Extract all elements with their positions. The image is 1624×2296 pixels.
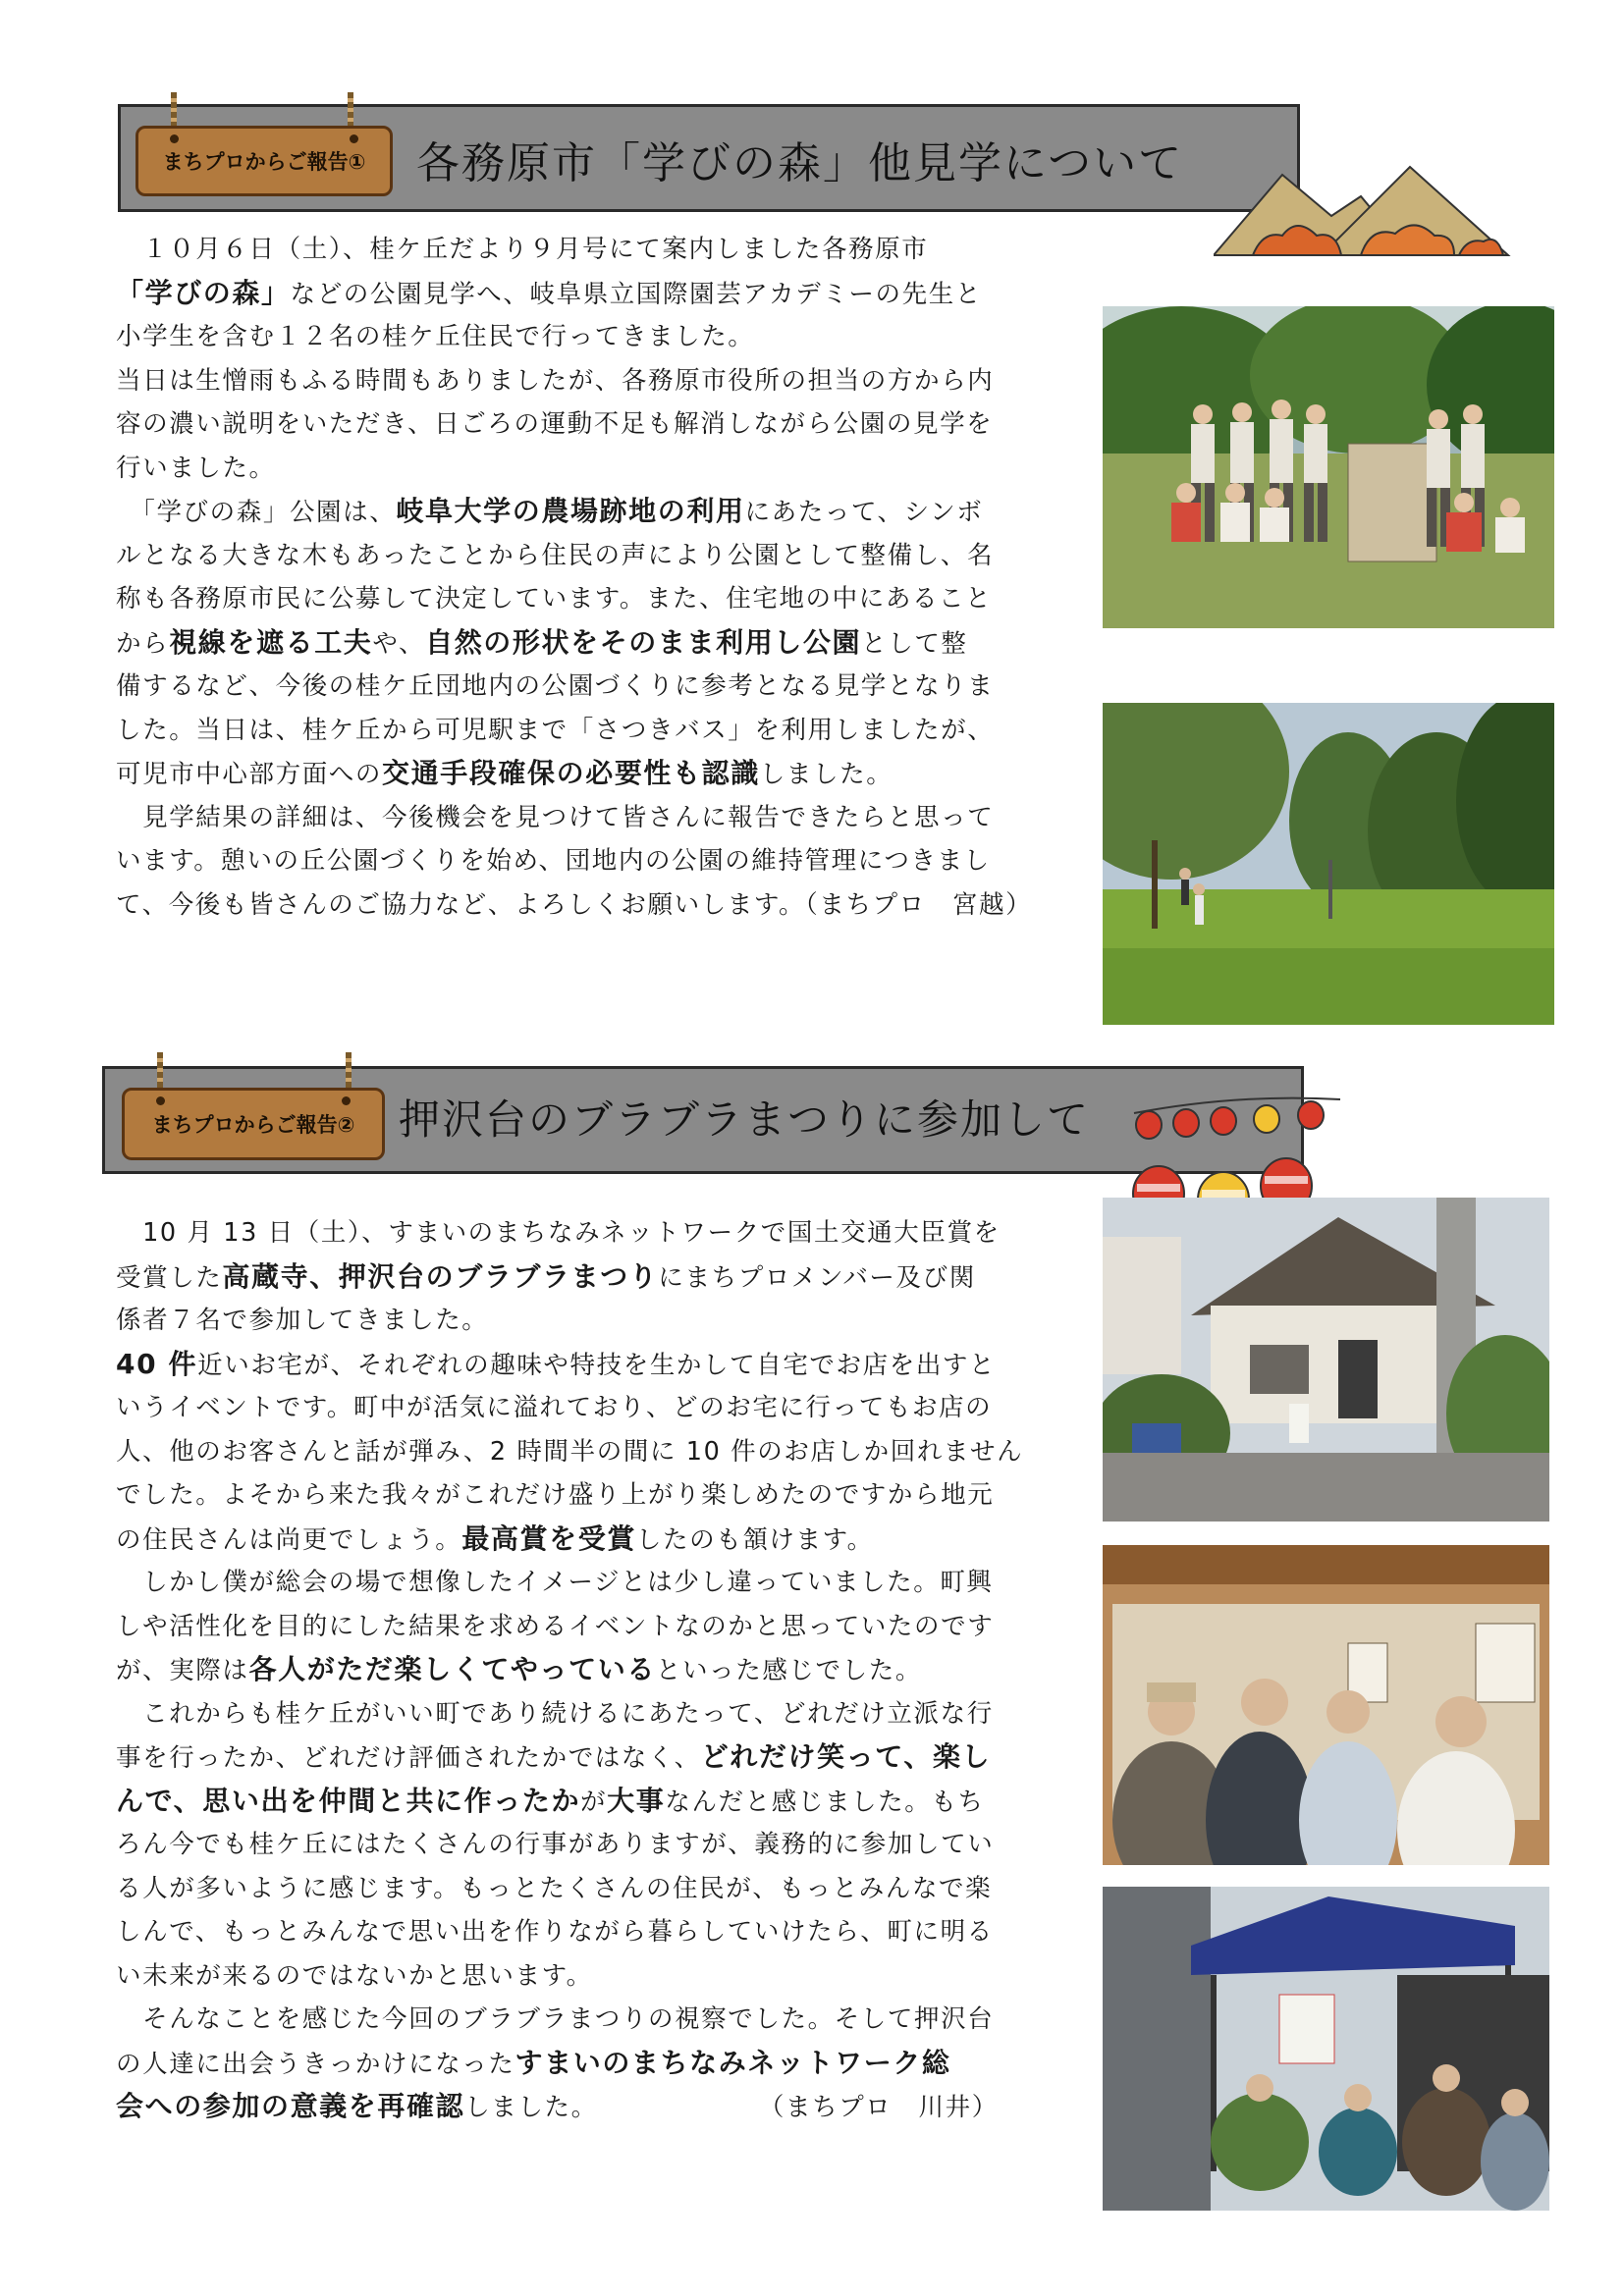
text-line xyxy=(116,1735,1023,1780)
text-line xyxy=(116,621,1032,666)
bold-text: 40 件 xyxy=(116,1347,198,1380)
outdoor-tent-photo xyxy=(1103,1887,1549,2211)
text-line xyxy=(116,1518,1023,1562)
text-line xyxy=(116,665,1032,709)
bold-text: すまいのまちなみネットワーク総 xyxy=(514,2046,951,2079)
section2-text xyxy=(116,1211,1023,2129)
text-line xyxy=(116,1343,1023,1387)
house-event-photo xyxy=(1103,1198,1549,1522)
text-run: の人達に出会うきっかけになった xyxy=(116,2049,515,2079)
park-lawn-photo xyxy=(1103,703,1554,1025)
text-line xyxy=(116,752,1032,796)
text-run: 当日は生憎雨もふる時間もありましたが、各務原市役所の担当の方から内 xyxy=(116,365,995,396)
text-run: １０月６日（土）、桂ケ丘だより９月号にて案内しました各務原市 xyxy=(116,235,929,264)
text-run: しや活性化を目的にした結果を求めるイベントなのかと思っていたのです xyxy=(116,1611,995,1641)
text-run: しんで、もっとみんなで思い出を作りながら暮らしていけたら、町に明る xyxy=(116,1917,994,1947)
text-run: の住民さんは尚更でしょう。 xyxy=(116,1524,462,1555)
sign-nail-right xyxy=(342,1096,351,1105)
text-line xyxy=(116,1605,1023,1649)
text-run: なんだと感じました。もち xyxy=(665,1787,985,1817)
text-line xyxy=(116,534,1032,578)
section2-report-sign xyxy=(122,1088,385,1160)
text-line xyxy=(116,577,1032,621)
text-run: 10 月 13 日（土）、すまいのまちなみネットワークで国土交通大臣賞を xyxy=(116,1218,1001,1248)
text-run: した。当日は、桂ケ丘から可児駅まで「さつきバス」を利用しましたが、 xyxy=(116,715,995,745)
text-line xyxy=(116,1299,1023,1343)
text-line xyxy=(116,1780,1023,1824)
text-run: にあたって、シンボ xyxy=(744,498,984,527)
text-run: る人が多いように感じます。もっとたくさんの住民が、もっとみんなで楽 xyxy=(116,1873,993,1903)
text-line xyxy=(116,228,1032,272)
text-run: 備するなど、今後の桂ケ丘団地内の公園づくりに参考となる見学となりま xyxy=(116,671,995,701)
text-run: が xyxy=(580,1787,608,1817)
text-run: しました。 xyxy=(759,760,893,789)
text-run: したのも頷けます。 xyxy=(635,1524,874,1555)
bold-text: 岐阜大学の農場跡地の利用 xyxy=(396,495,745,527)
text-line xyxy=(116,883,1032,928)
text-line xyxy=(116,1473,1023,1518)
text-run: て、今後も皆さんのご協力など、よろしくお願いします。（まちプロ 宮越） xyxy=(116,889,1033,920)
section1-sign-label: まちプロからご報告① xyxy=(162,150,366,174)
text-run: といった感じでした。 xyxy=(655,1656,922,1685)
text-line xyxy=(116,1954,1023,1999)
shop-interior-photo xyxy=(1103,1545,1549,1865)
text-line xyxy=(116,1910,1023,1954)
text-line xyxy=(116,796,1032,840)
text-line xyxy=(116,1561,1023,1605)
text-run: 「学びの森」公園は、 xyxy=(116,498,397,527)
bold-text: どれだけ笑って、楽し xyxy=(700,1740,992,1773)
text-line xyxy=(116,1211,1023,1255)
text-line xyxy=(116,1255,1023,1300)
text-line xyxy=(116,2085,1023,2129)
bold-text: 高蔵寺、押沢台のブラブラまつり xyxy=(222,1259,659,1293)
section1-report-sign xyxy=(135,126,393,196)
section1-text xyxy=(116,228,1032,927)
text-run: などの公園見学へ、岐阜県立国際園芸アカデミーの先生と xyxy=(290,279,982,309)
text-run: にまちプロメンバー及び関 xyxy=(658,1262,976,1293)
text-line xyxy=(116,315,1032,359)
text-run: い未来が来るのではないかと思います。 xyxy=(116,1960,593,1991)
text-run: 人、他のお客さんと話が弾み、2 時間半の間に 10 件のお店しか回れません xyxy=(116,1436,1024,1467)
text-run: そんなことを感じた今回のブラブラまつりの視察でした。そして押沢台 xyxy=(116,2004,995,2034)
text-run: ルとなる大きな木もあったことから住民の声により公園として整備し、名 xyxy=(116,540,995,570)
text-run: 可児市中心部方面への xyxy=(116,760,383,789)
text-run: から xyxy=(116,628,170,659)
text-line xyxy=(116,1648,1023,1692)
text-line xyxy=(116,1998,1023,2042)
sign-nail-left xyxy=(170,134,179,143)
text-run: でした。よそから来た我々がこれだけ盛り上がり楽しめたのですから地元 xyxy=(116,1480,995,1510)
bold-text: 自然の形状をそのまま利用し公園 xyxy=(425,625,862,659)
text-line xyxy=(116,447,1032,491)
text-run: 係者７名で参加してきました。 xyxy=(116,1306,489,1335)
text-line xyxy=(116,272,1032,316)
text-run: これからも桂ケ丘がいい町であり続けるにあたって、どれだけ立派な行 xyxy=(116,1698,994,1729)
text-line xyxy=(116,359,1032,403)
mountains-illustration xyxy=(1214,157,1518,275)
text-line xyxy=(116,2042,1023,2086)
bold-text: んで、思い出を仲間と共に作ったか xyxy=(116,1784,581,1817)
text-line xyxy=(116,1692,1023,1736)
bold-text: 交通手段確保の必要性も認識 xyxy=(382,757,760,789)
text-line xyxy=(116,709,1032,753)
sign-nail-right xyxy=(350,134,358,143)
text-line xyxy=(116,1823,1023,1867)
text-run: ろん今でも桂ケ丘にはたくさんの行事がありますが、義務的に参加してい xyxy=(116,1830,995,1859)
text-run: います。憩いの丘公園づくりを始め、団地内の公園の維持管理につきまし xyxy=(116,846,991,876)
section1-title: 各務原市「学びの森」他見学について xyxy=(416,138,1184,188)
text-run: 受賞した xyxy=(116,1262,223,1293)
text-line xyxy=(116,1430,1023,1474)
text-run: 称も各務原市民に公募して決定しています。また、住宅地の中にあること xyxy=(116,584,993,614)
text-run: や、 xyxy=(372,628,426,659)
text-line xyxy=(116,402,1032,447)
text-run: として整 xyxy=(861,628,968,659)
text-run: 行いました。 xyxy=(116,453,276,483)
bold-text: 大事 xyxy=(607,1784,666,1817)
bold-text: 各人がただ楽しくてやっている xyxy=(248,1653,656,1685)
text-run: 容の濃い説明をいただき、日ごろの運動不足も解消しながら公園の見学を xyxy=(116,409,994,439)
text-line xyxy=(116,1386,1023,1430)
section2-title: 押沢台のブラブラまつりに参加して xyxy=(399,1095,1091,1144)
text-run: 事を行ったか、どれだけ評価されたかではなく、 xyxy=(116,1743,701,1773)
group-photo-park xyxy=(1103,306,1554,628)
section2-sign-label: まちプロからご報告② xyxy=(151,1113,355,1137)
text-line xyxy=(116,839,1032,883)
text-run: しかし僕が総会の場で想像したイメージとは少し違っていました。町興 xyxy=(116,1568,994,1597)
text-run: が、実際は xyxy=(116,1656,249,1685)
text-run: 小学生を含む１２名の桂ケ丘住民で行ってきました。 xyxy=(116,322,755,351)
bold-text: 「学びの森」 xyxy=(116,276,291,309)
text-run: 見学結果の詳細は、今後機会を見つけて皆さんに報告できたらと思って xyxy=(116,802,995,832)
bold-text: 最高賞を受賞 xyxy=(461,1522,636,1555)
bold-text: 視線を遮る工夫 xyxy=(169,625,373,659)
text-line xyxy=(116,1867,1023,1911)
text-run: いうイベントです。町中が活気に溢れており、どのお宅に行ってもお店の xyxy=(116,1393,993,1422)
sign-nail-left xyxy=(156,1096,165,1105)
text-line xyxy=(116,490,1032,534)
text-run: しました。 （まちプロ 川井） xyxy=(464,2093,999,2122)
bold-text: 会への参加の意義を再確認 xyxy=(116,2090,465,2122)
text-run: 近いお宅が、それぞれの趣味や特技を生かして自宅でお店を出すと xyxy=(197,1350,997,1380)
